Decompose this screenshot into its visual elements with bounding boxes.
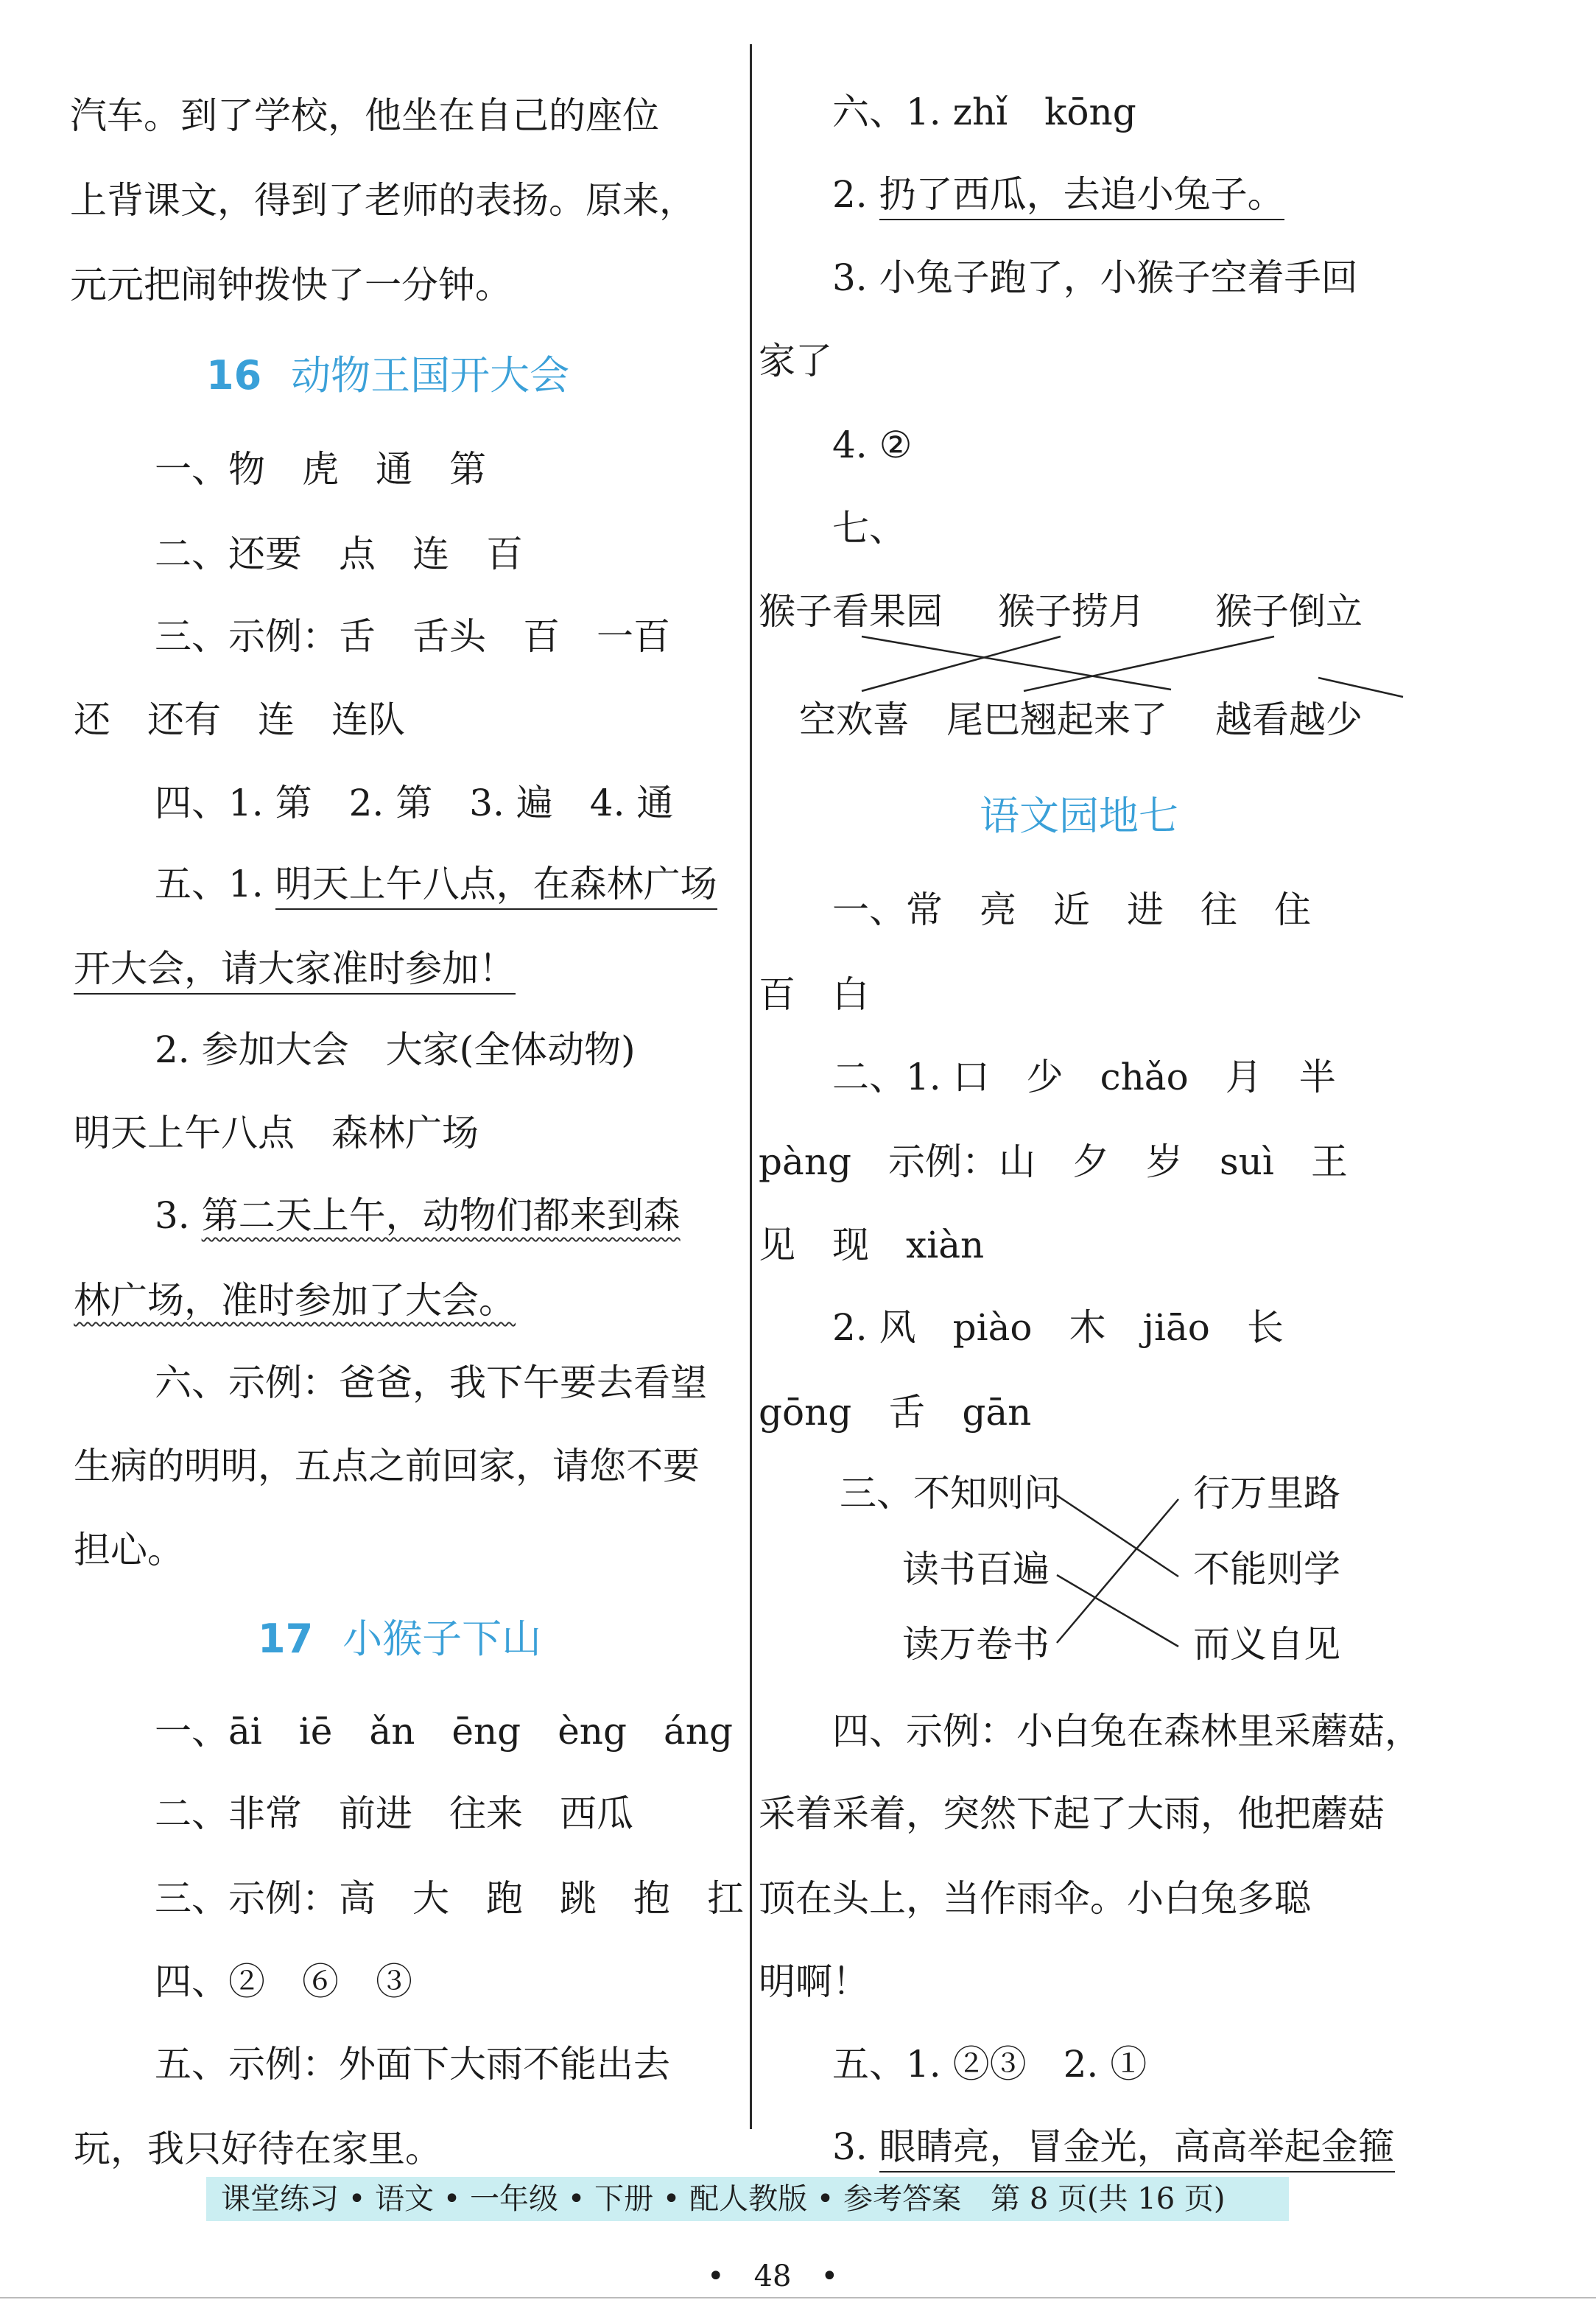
section-number: 16 — [206, 352, 262, 399]
answer-line: 一、物 虎 通 第 — [155, 448, 486, 491]
text-line: 元元把闹钟拨快了一分钟。 — [70, 264, 512, 306]
answer-line: 二、非常 前进 往来 西瓜 — [155, 1792, 633, 1835]
wavy-underlined-answer: 第二天上午，动物们都来到森 — [201, 1194, 681, 1237]
answer-line: 五、1. ②③ 2. ① — [832, 2043, 1147, 2086]
answer-line: 三、示例：舌 舌头 百 一百 — [155, 615, 670, 658]
section-title: 语文园地七 — [980, 793, 1178, 839]
match-line — [862, 637, 1061, 691]
section-heading-17 — [258, 1613, 541, 1665]
match-left-item: 三、不知则问 — [840, 1472, 1061, 1515]
match-top-item: 猴子倒立 — [1215, 590, 1363, 633]
match-line — [1057, 1499, 1178, 1643]
section-title: 动物王国开大会 — [291, 352, 570, 399]
wavy-underlined-answer: 林广场，准时参加了大会。 — [74, 1279, 516, 1322]
answer-line: 四、② ⑥ ③ — [155, 1960, 412, 2003]
section-heading-yuwen-7 — [980, 790, 1178, 842]
answer-line: 玩，我只好待在家里。 — [74, 2128, 442, 2170]
answer-line: 六、1. zhǐ kōng — [832, 91, 1136, 133]
answer-line — [832, 171, 1284, 218]
answer-line: 采着采着，突然下起了大雨，他把蘑菇 — [759, 1792, 1385, 1835]
answer-line — [155, 1192, 681, 1239]
answer-line: 七、 — [832, 507, 906, 550]
match-left-item: 读书百遍 — [902, 1548, 1050, 1591]
answer-line: 百 白 — [759, 973, 869, 1016]
underlined-answer: 扔了西瓜，去追小兔子。 — [879, 173, 1284, 220]
bottom-rule — [0, 2297, 1596, 2298]
match-right-item: 不能则学 — [1193, 1548, 1340, 1591]
answer-label: 五、1. — [155, 863, 275, 905]
answer-line — [155, 860, 717, 908]
match-top-item: 猴子看果园 — [759, 590, 943, 633]
answer-line: 一、常 亮 近 进 往 住 — [832, 888, 1311, 931]
section-title: 小猴子下山 — [342, 1616, 542, 1662]
answer-line: 生病的明明，五点之前回家，请您不要 — [74, 1445, 700, 1487]
match-line — [1024, 637, 1274, 691]
answer-line — [74, 1277, 516, 1324]
answer-line: 2. 参加大会 大家(全体动物) — [155, 1028, 636, 1071]
text-line: 汽车。到了学校，他坐在自己的座位 — [70, 94, 659, 137]
answer-line: 4. ② — [832, 424, 913, 466]
page-number: • 48 • — [707, 2259, 839, 2293]
answer-line: pàng 示例：山 夕 岁 suì 王 — [759, 1140, 1348, 1183]
answer-line: gōng 舌 gān — [759, 1391, 1032, 1434]
answer-line: 一、āi iē ǎn ēng èng áng — [155, 1710, 734, 1753]
match-line — [1057, 1495, 1178, 1577]
answer-line: 明啊！ — [759, 1960, 869, 2003]
answer-line: 六、示例：爸爸，我下午要去看望 — [155, 1361, 707, 1404]
column-divider — [750, 44, 752, 2129]
answer-line: 2. 风 piào 木 jiāo 长 — [832, 1306, 1284, 1349]
answer-label: 2. — [832, 173, 879, 216]
matching-lines-7 — [759, 626, 1495, 707]
answer-label: 3. — [155, 1194, 202, 1237]
answer-line: 二、还要 点 连 百 — [155, 533, 523, 575]
answer-line: 还 还有 连 连队 — [74, 698, 405, 741]
match-right-item: 行万里路 — [1193, 1472, 1340, 1515]
answer-line: 顶在头上，当作雨伞。小白兔多聪 — [759, 1877, 1311, 1920]
match-bottom-item: 空欢喜 — [799, 698, 910, 741]
answer-line: 担心。 — [74, 1529, 184, 1571]
answer-line: 家了 — [759, 340, 832, 382]
answer-line — [74, 945, 516, 992]
text-line: 上背课文，得到了老师的表扬。原来， — [70, 179, 696, 222]
match-bottom-item: 尾巴翘起来了 — [946, 698, 1167, 741]
match-line — [1057, 1575, 1178, 1647]
answer-line: 三、示例：高 大 跑 跳 抱 扛 — [155, 1877, 744, 1920]
answer-line: 见 现 xiàn — [759, 1224, 985, 1266]
answer-label: 3. — [832, 2125, 879, 2168]
answer-line: 明天上午八点 森林广场 — [74, 1112, 479, 1154]
underlined-answer: 明天上午八点，在森林广场 — [275, 863, 717, 910]
match-right-item: 而义自见 — [1193, 1623, 1340, 1666]
underlined-answer: 眼睛亮，冒金光，高高举起金箍 — [879, 2125, 1395, 2173]
answer-line: 二、1. 口 少 chǎo 月 半 — [832, 1056, 1336, 1098]
answer-line: 五、示例：外面下大雨不能出去 — [155, 2043, 670, 2086]
answer-line: 3. 小兔子跑了，小猴子空着手回 — [832, 256, 1358, 299]
section-heading-16 — [206, 350, 569, 401]
matching-lines-yuwen-7 — [1053, 1481, 1200, 1650]
underlined-answer: 开大会，请大家准时参加！ — [74, 947, 516, 995]
match-line — [1318, 678, 1403, 697]
section-number: 17 — [258, 1616, 314, 1662]
footer-text: 课堂练习 • 语文 • 一年级 • 下册 • 配人教版 • 参考答案 第 8 页(共 16 页) — [221, 2182, 1226, 2216]
match-bottom-item: 越看越少 — [1215, 698, 1363, 741]
match-top-item: 猴子捞月 — [998, 590, 1145, 633]
answer-line: 四、示例：小白兔在森林里采蘑菇， — [832, 1710, 1421, 1753]
match-left-item: 读万卷书 — [902, 1623, 1050, 1666]
answer-line: 四、1. 第 2. 第 3. 遍 4. 通 — [155, 782, 674, 824]
match-line — [862, 637, 1171, 690]
answer-line — [832, 2123, 1395, 2170]
